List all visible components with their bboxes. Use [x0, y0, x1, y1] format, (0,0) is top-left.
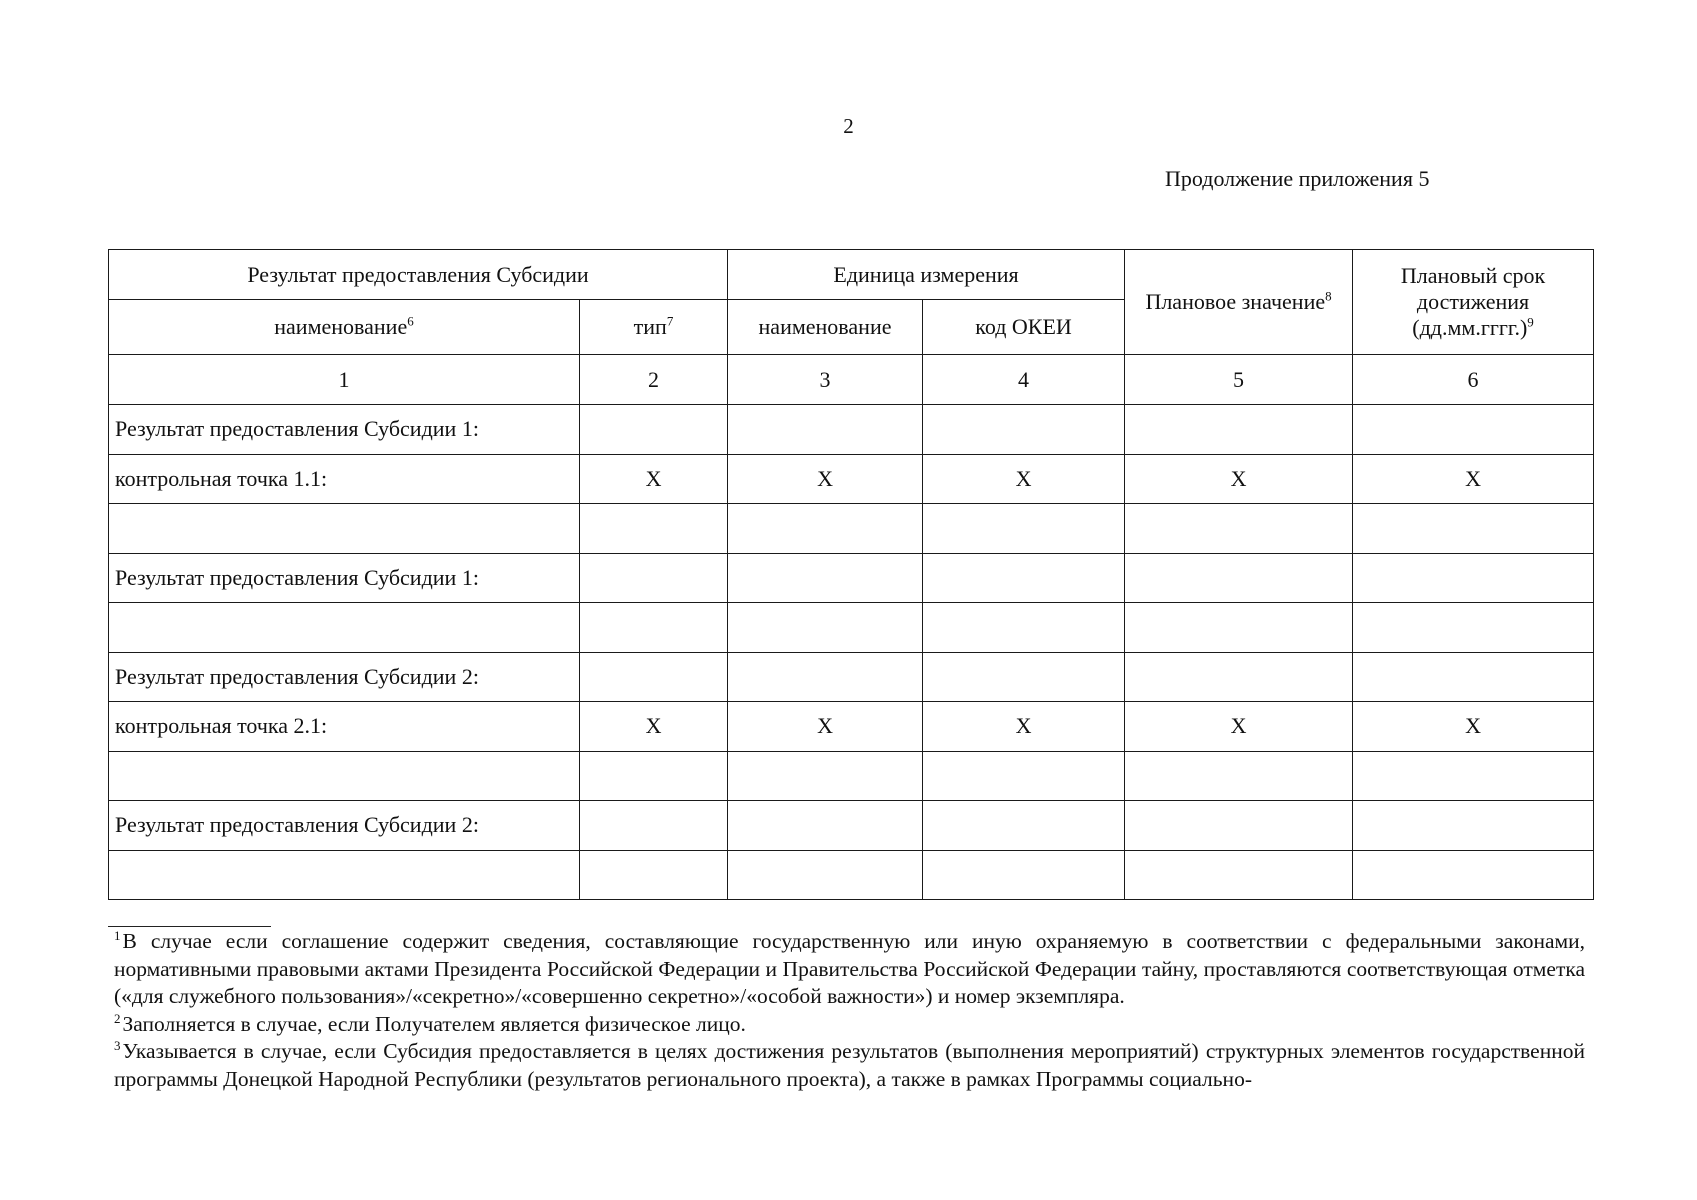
header-type — [580, 300, 728, 355]
header-name-text: наименование — [274, 314, 408, 339]
table-row — [109, 801, 1594, 851]
row-value-cell — [1353, 850, 1594, 900]
row-name-cell — [109, 751, 580, 801]
row-value-cell — [728, 405, 923, 455]
row-value-cell — [580, 751, 728, 801]
row-value-cell: X — [1353, 454, 1594, 504]
row-value-cell — [580, 504, 728, 554]
table-row — [109, 504, 1594, 554]
page-number: 2 — [843, 114, 854, 138]
row-value-cell — [728, 751, 923, 801]
row-value-cell — [1125, 603, 1353, 653]
column-number: 5 — [1125, 355, 1353, 405]
header-plan-value-sup: 8 — [1325, 288, 1332, 304]
header-plan-date — [1353, 250, 1594, 355]
row-value-cell — [1125, 850, 1353, 900]
row-value-cell: X — [1125, 454, 1353, 504]
row-value-cell — [1125, 504, 1353, 554]
row-value-cell — [728, 850, 923, 900]
row-name-cell: Результат предоставления Субсидии 2: — [109, 652, 580, 702]
table-body — [109, 405, 1594, 900]
row-value-cell — [1125, 405, 1353, 455]
row-value-cell — [1125, 751, 1353, 801]
header-plan-date-text: Плановый срок достижения (дд.мм.гггг.) — [1400, 263, 1546, 340]
row-value-cell — [728, 553, 923, 603]
header-plan-value-text: Плановое значение — [1145, 289, 1326, 314]
row-value-cell — [923, 603, 1125, 653]
row-value-cell — [923, 850, 1125, 900]
column-number: 2 — [580, 355, 728, 405]
table-row — [109, 652, 1594, 702]
row-value-cell: X — [1353, 702, 1594, 752]
footnote-number: 3 — [114, 1038, 121, 1054]
column-number: 6 — [1353, 355, 1594, 405]
table-row — [109, 751, 1594, 801]
column-number: 1 — [109, 355, 580, 405]
row-value-cell — [923, 553, 1125, 603]
table-row — [109, 405, 1594, 455]
footnote-number: 1 — [114, 927, 121, 943]
footnote-text: В случае если соглашение содержит сведения, составляющие государственную или иную охраняемую в соответствии с федеральными законами, нормативными правовыми актами Президента Российской Федерации и Правительства Российской Федерации тайну, проставляются соответствующая отметка («для служебного пользования»/«секретно»/«совершенно секретно»/«особой важности») и номер экземпляра. — [114, 929, 1585, 1009]
row-value-cell — [1353, 603, 1594, 653]
footnote-separator — [108, 926, 271, 927]
header-name — [109, 300, 580, 355]
row-value-cell: X — [1125, 702, 1353, 752]
row-value-cell: X — [923, 454, 1125, 504]
footnote-text: Указывается в случае, если Субсидия предоставляется в целях достижения результатов (выполнения мероприятий) структурных элементов государственной программы Донецкой Народной Республики (результатов регионального проекта), а также в рамках Программы социально- — [114, 1039, 1585, 1091]
row-value-cell: X — [580, 702, 728, 752]
row-value-cell — [580, 603, 728, 653]
annex-caption: Продолжение приложения 5 — [1165, 166, 1430, 191]
row-value-cell — [1125, 652, 1353, 702]
row-value-cell — [728, 652, 923, 702]
row-name-cell — [109, 850, 580, 900]
row-value-cell — [580, 801, 728, 851]
row-value-cell: X — [580, 454, 728, 504]
row-value-cell: X — [728, 702, 923, 752]
row-value-cell — [728, 801, 923, 851]
header-plan-date-sup: 9 — [1527, 314, 1534, 330]
row-name-cell: Результат предоставления Субсидии 2: — [109, 801, 580, 851]
row-value-cell — [923, 751, 1125, 801]
header-plan-value — [1125, 250, 1353, 355]
header-unit-name: наименование — [728, 300, 923, 355]
row-value-cell — [1125, 801, 1353, 851]
table-row — [109, 850, 1594, 900]
row-value-cell — [580, 850, 728, 900]
row-value-cell — [923, 504, 1125, 554]
row-value-cell — [1125, 553, 1353, 603]
row-name-cell: Результат предоставления Субсидии 1: — [109, 405, 580, 455]
row-value-cell — [728, 603, 923, 653]
row-value-cell — [923, 405, 1125, 455]
row-value-cell — [728, 504, 923, 554]
row-name-cell — [109, 603, 580, 653]
row-value-cell — [1353, 801, 1594, 851]
footnote-number: 2 — [114, 1010, 121, 1026]
results-table — [108, 249, 1594, 900]
row-value-cell — [1353, 553, 1594, 603]
table-row — [109, 702, 1594, 752]
row-value-cell — [1353, 504, 1594, 554]
header-type-text: тип — [633, 314, 667, 339]
row-value-cell: X — [728, 454, 923, 504]
footnote — [114, 1038, 1585, 1093]
row-value-cell — [580, 652, 728, 702]
row-value-cell — [580, 405, 728, 455]
row-value-cell: X — [923, 702, 1125, 752]
row-value-cell — [923, 652, 1125, 702]
table-row — [109, 603, 1594, 653]
row-value-cell — [1353, 751, 1594, 801]
footnote — [114, 1011, 1585, 1039]
column-number: 3 — [728, 355, 923, 405]
table-row — [109, 553, 1594, 603]
row-name-cell: контрольная точка 1.1: — [109, 454, 580, 504]
footnotes — [114, 928, 1585, 1094]
row-value-cell — [923, 801, 1125, 851]
column-number: 4 — [923, 355, 1125, 405]
footnote-text: Заполняется в случае, если Получателем является физическое лицо. — [122, 1011, 746, 1036]
row-name-cell — [109, 504, 580, 554]
row-name-cell: контрольная точка 2.1: — [109, 702, 580, 752]
header-unit-code: код ОКЕИ — [923, 300, 1125, 355]
row-name-cell: Результат предоставления Субсидии 1: — [109, 553, 580, 603]
header-type-sup: 7 — [666, 313, 674, 329]
table-row — [109, 454, 1594, 504]
footnote — [114, 928, 1585, 1011]
header-unit-group: Единица измерения — [728, 250, 1125, 300]
row-value-cell — [580, 553, 728, 603]
row-value-cell — [1353, 652, 1594, 702]
header-result-group: Результат предоставления Субсидии — [109, 250, 728, 300]
row-value-cell — [1353, 405, 1594, 455]
header-name-sup: 6 — [407, 313, 414, 329]
